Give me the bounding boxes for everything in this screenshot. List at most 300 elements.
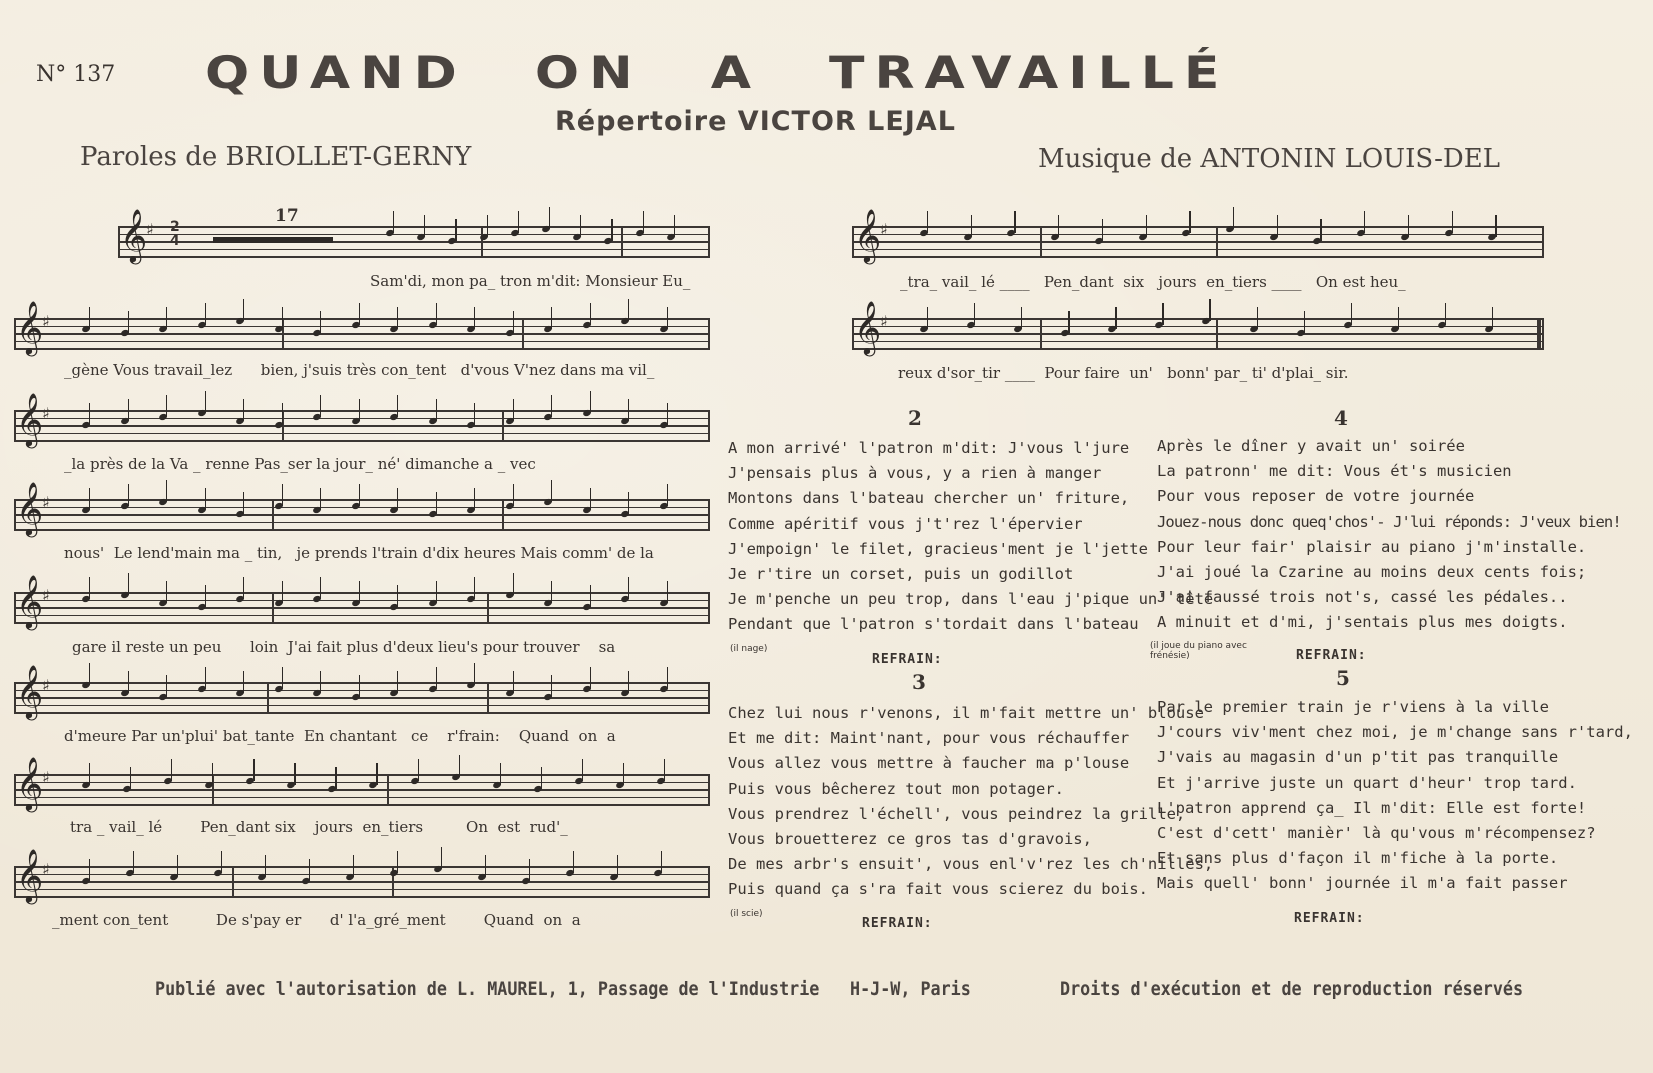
note-stem [359,675,360,697]
staff-line [14,889,710,891]
note-stem [667,667,668,689]
note-stem [590,488,591,510]
note-stem [243,399,244,421]
note-stem [436,667,437,689]
note-stem [927,211,928,233]
staff-line [14,874,710,876]
note-stem [243,577,244,599]
note-stem [320,671,321,693]
treble-clef-icon: 𝄞 [854,208,882,262]
note-stem [1408,215,1409,237]
note-stem [1398,307,1399,329]
verse-line: De mes arbr's ensuit', vous enl'v'rez les ch'nilles, [728,855,1214,874]
note-stem [282,667,283,689]
note-stem [628,399,629,421]
staff-line [852,249,1544,251]
note-stem [1189,211,1190,233]
staff [852,208,1544,262]
barline [487,682,489,713]
staff-line [852,318,1544,320]
note-stem [1068,311,1069,333]
note-stem [436,303,437,325]
lyric-line-3: _la près de la Va _ renne Pas_ser la jour_ né' dimanche a _ vec [64,455,536,473]
staff-line [852,348,1544,350]
note-stem [397,488,398,510]
note-stem [927,307,928,329]
note-stem [376,763,377,785]
printer-note: H-J-W, Paris [850,978,971,1000]
note-stem [441,847,442,869]
staff-line [14,622,710,624]
staff-line [14,697,710,699]
verse-line: Je m'penche un peu trop, dans l'eau j'pique un' tête [728,590,1214,609]
verse-3-aside: (il scie) [730,909,763,919]
sharp-icon: ♯ [42,404,50,423]
note-stem [971,215,972,237]
verse-line: Et me dit: Maint'nant, pour vous réchauffer [728,729,1130,748]
verse-line: Jouez-nous donc queq'chos'- J'lui réponds: J'veux bien! [1157,512,1621,531]
verse-line: Vous allez vous mettre à faucher ma p'louse [728,754,1130,773]
note-stem [397,671,398,693]
note-stem [89,307,90,329]
staff-line [14,514,710,516]
note-stem [171,759,172,781]
verse-4-refrain: REFRAIN: [1296,648,1367,663]
note-stem [205,391,206,413]
note-stem [580,215,581,237]
note-stem [282,307,283,329]
sharp-icon: ♯ [42,768,50,787]
note-stem [397,585,398,607]
verse-line: J'ai faussé trois not's, cassé les pédales.. [1157,588,1568,607]
treble-clef-icon: 𝄞 [16,756,44,810]
note-stem [623,763,624,785]
staff-line [14,600,710,602]
note-stem [1351,303,1352,325]
staff-line [14,318,710,320]
staff-line [14,418,710,420]
staff [852,300,1544,354]
verse-5-number: 5 [1336,666,1350,690]
staff-line [14,410,710,412]
staff-line [14,896,710,898]
repertoire-line: Répertoire VICTOR LEJAL [555,106,956,137]
note-stem [436,581,437,603]
verse-line: C'est d'cett' manièr' là qu'vous m'récompensez? [1157,824,1596,843]
sharp-icon: ♯ [42,860,50,879]
note-stem [393,211,394,233]
verse-3-refrain: REFRAIN: [862,916,933,931]
note-stem [974,303,975,325]
note-stem [205,667,206,689]
note-stem [1320,219,1321,241]
note-stem [590,585,591,607]
note-stem [551,581,552,603]
note-stem [294,763,295,785]
note-stem [1115,307,1116,329]
note-stem [1304,311,1305,333]
staff-line [14,440,710,442]
verse-line: Je r'tire un corset, puis un godillot [728,565,1074,584]
barline [708,866,710,897]
sharp-icon: ♯ [42,493,50,512]
lyric-line-8: _ment con_tent De s'pay er d' l'a_gré_ment Quand on a [52,911,581,929]
note-stem [320,311,321,333]
note-stem [513,671,514,693]
treble-clef-icon: 𝄞 [16,848,44,902]
note-stem [221,851,222,873]
barline [1216,226,1218,257]
barline [708,682,710,713]
verse-2-refrain: REFRAIN: [872,652,943,667]
note-stem [436,492,437,514]
note-stem [128,573,129,595]
song-title: QUAND ON A TRAVAILLÉ [205,48,1230,99]
verse-line: Pour leur fair' plaisir au piano j'm'installe. [1157,537,1587,556]
treble-clef-icon: 𝄞 [16,481,44,535]
note-stem [205,488,206,510]
treble-clef-icon: 𝄞 [16,392,44,446]
verse-line: J'vais au magasin d'un p'tit pas tranquille [1157,748,1559,767]
staff-line [14,341,710,343]
barline [487,592,489,623]
note-stem [590,391,591,413]
note-stem [590,667,591,689]
note-stem [667,581,668,603]
note-stem [212,763,213,785]
staff-line [14,615,710,617]
staff-line [14,499,710,501]
note-stem [243,492,244,514]
note-stem [128,671,129,693]
note-stem [397,395,398,417]
measure-number: 17 [275,206,299,226]
note-stem [628,492,629,514]
staff-line [852,234,1544,236]
final-barline [1537,318,1541,349]
note-stem [128,484,129,506]
note-stem [487,215,488,237]
note-stem [133,851,134,873]
note-stem [424,215,425,237]
song-number: N° 137 [36,62,116,87]
barline [1216,318,1218,349]
note-stem [1277,215,1278,237]
note-stem [89,859,90,881]
barline [387,774,389,805]
verse-line: Montons dans l'bateau chercher un' friture, [728,489,1130,508]
staff-line [14,782,710,784]
staff-line [14,690,710,692]
staff [14,481,710,535]
note-stem [128,311,129,333]
verse-5-refrain: REFRAIN: [1294,911,1365,926]
verse-line: Vous prendrez l'échell', vous peindrez la grille, [728,804,1186,823]
note-stem [166,395,167,417]
note-stem [513,573,514,595]
lyric-line-right-1: _tra_ vail_ lé ____ Pen_dant six jours en_tiers ____ On est heu_ [900,273,1406,291]
treble-clef-icon: 𝄞 [16,664,44,718]
verse-line: J'pensais plus à vous, y a rien à manger [728,464,1102,483]
note-stem [500,763,501,785]
barline [1040,318,1042,349]
note-stem [128,399,129,421]
verse-2 [728,436,1213,638]
staff-line [14,433,710,435]
treble-clef-icon: 𝄞 [16,574,44,628]
verse-line: J'empoign' le filet, gracieus'ment je l'jette [728,539,1148,558]
note-stem [1162,303,1163,325]
note-stem [1495,215,1496,237]
note-stem [166,675,167,697]
barline [267,682,269,713]
staff-line [14,682,710,684]
verse-4-aside: (il joue du piano avec frénésie) [1150,641,1247,661]
sharp-icon: ♯ [880,220,888,239]
verse-line: Chez lui nous r'venons, il m'fait mettre un' blouse [728,704,1204,722]
note-stem [436,399,437,421]
note-stem [89,577,90,599]
verse-line: Après le dîner y avait un' soirée [1157,437,1465,455]
note-stem [359,484,360,506]
lyric-line-5: gare il reste un peu loin J'ai fait plus d'deux lieu's pour trouver sa [72,638,616,656]
verse-line: A minuit et d'mi, j'sentais plus mes doigts. [1157,613,1568,632]
note-stem [1014,211,1015,233]
note-stem [459,755,460,777]
note-stem [474,663,475,685]
note-stem [485,855,486,877]
lyric-line-2: _gène Vous travail_lez bien, j'suis très con_tent d'vous V'nez dans ma vil_ [64,361,655,379]
note-stem [551,395,552,417]
sharp-icon: ♯ [146,220,154,239]
note-stem [474,488,475,510]
note-stem [1209,299,1210,321]
staff [14,848,710,902]
verse-3-number: 3 [912,670,926,694]
sharp-icon: ♯ [880,312,888,331]
lyric-line-6: d'meure Par un'plui' bat_tante En chantant ce r'frain: Quand on a [64,727,616,745]
verse-line: J'ai joué la Czarine au moins deux cents fois; [1157,563,1587,582]
staff-line [852,241,1544,243]
note-stem [1492,307,1493,329]
note-stem [1233,207,1234,229]
verse-line: Mais quell' bonn' journée il m'a fait passer [1157,874,1568,893]
staff-line [14,774,710,776]
note-stem [359,581,360,603]
note-stem [89,488,90,510]
barline [708,592,710,623]
verse-line: La patronn' me dit: Vous ét's musicien [1157,462,1512,481]
lyric-line-4: nous' Le lend'main ma _ tin, je prends l'train d'dix heures Mais comm' de la [64,544,654,562]
barline [502,499,504,530]
verse-line: Pendant que l'patron s'tordait dans l'bateau [728,615,1139,634]
note-stem [359,303,360,325]
note-stem [282,484,283,506]
note-stem [265,855,266,877]
note-stem [89,763,90,785]
note-stem [617,855,618,877]
note-stem [1452,211,1453,233]
barline [502,410,504,441]
note-stem [582,759,583,781]
lyricist-credit: Paroles de BRIOLLET-GERNY [80,142,472,172]
note-stem [166,307,167,329]
note-stem [513,399,514,421]
lyric-line-7: tra _ vail_ lé Pen_dant six jours en_tiers On est rud'_ [70,818,568,836]
note-stem [1364,211,1365,233]
barline [272,592,274,623]
verse-5 [1157,695,1633,897]
note-stem [667,403,668,425]
barline [621,226,623,257]
note-stem [166,480,167,502]
note-stem [590,303,591,325]
note-stem [359,399,360,421]
staff [14,574,710,628]
staff-line [14,789,710,791]
barline [1542,318,1544,349]
note-stem [551,675,552,697]
treble-clef-icon: 𝄞 [16,300,44,354]
verse-line: J'cours viv'ment chez moi, je m'change sans r'tard, [1157,723,1633,742]
note-stem [282,581,283,603]
staff-line [14,348,710,350]
publisher-note: Publié avec l'autorisation de L. MAUREL, 1, Passage de l'Industrie [155,978,820,1000]
verse-4 [1157,434,1621,636]
barline [1040,226,1042,257]
note-stem [628,671,629,693]
verse-3 [728,701,1213,903]
staff [14,756,710,810]
verse-line: A mon arrivé' l'patron m'dit: J'vous l'jure [728,439,1130,457]
note-stem [130,767,131,789]
note-stem [282,403,283,425]
note-stem [397,307,398,329]
rights-note: Droits d'exécution et de reproduction réservés [1060,978,1524,1000]
barline [708,318,710,349]
verse-line: L'patron apprend ça_ Il m'dit: Elle est forte! [1157,798,1587,817]
staff-line [14,425,710,427]
note-stem [1058,215,1059,237]
note-stem [474,307,475,329]
verse-line: Par le premier train je r'viens à la ville [1157,698,1549,716]
verse-2-aside: (il nage) [730,644,768,654]
verse-line: Pour vous reposer de votre journée [1157,487,1475,506]
note-stem [474,403,475,425]
note-stem [205,303,206,325]
note-stem [667,307,668,329]
staff-line [852,256,1544,258]
note-stem [1102,219,1103,241]
staff [14,300,710,354]
verse-2-number: 2 [908,406,922,430]
staff-line [14,804,710,806]
note-stem [89,403,90,425]
note-stem [643,211,644,233]
staff-line [14,866,710,868]
staff [14,392,710,446]
note-stem [1445,303,1446,325]
barline [708,499,710,530]
staff-line [14,507,710,509]
staff-line [14,592,710,594]
barline [272,499,274,530]
staff-line [14,712,710,714]
barline [481,226,483,257]
note-stem [513,311,514,333]
note-stem [335,767,336,789]
staff-line [14,797,710,799]
barline [1542,226,1544,257]
note-stem [320,488,321,510]
staff-line [14,333,710,335]
sharp-icon: ♯ [42,312,50,331]
barline [522,318,524,349]
barline [232,866,234,897]
staff [14,664,710,718]
lyric-line-1: Sam'di, mon pa_ tron m'dit: Monsieur Eu_ [370,272,691,290]
note-stem [551,480,552,502]
barline [708,410,710,441]
note-stem [397,851,398,873]
composer-credit: Musique de ANTONIN LOUIS-DEL [1038,144,1500,174]
barline [708,774,710,805]
staff-line [852,333,1544,335]
note-stem [674,215,675,237]
note-stem [611,219,612,241]
staff-line [852,341,1544,343]
note-stem [664,759,665,781]
note-stem [320,395,321,417]
verse-line: Et sans plus d'façon il m'fiche à la porte. [1157,849,1559,868]
note-stem [89,663,90,685]
note-stem [177,855,178,877]
note-stem [628,299,629,321]
note-stem [551,307,552,329]
staff-line [852,226,1544,228]
note-stem [243,299,244,321]
note-stem [1146,215,1147,237]
note-stem [353,855,354,877]
staff-line [14,326,710,328]
verse-line: Puis quand ça s'ra fait vous scierez du bois. [728,880,1148,899]
note-stem [513,484,514,506]
note-stem [661,851,662,873]
treble-clef-icon: 𝄞 [120,208,148,262]
multi-measure-rest [213,237,333,243]
note-stem [474,577,475,599]
note-stem [1257,307,1258,329]
note-stem [529,859,530,881]
staff-line [14,607,710,609]
note-stem [455,219,456,241]
staff-line [14,522,710,524]
lyric-line-right-2: reux d'sor_tir ____ Pour faire un' bonn' par_ ti' d'plai_ sir. [898,364,1349,382]
staff-line [14,881,710,883]
note-stem [166,581,167,603]
verse-line: Et j'arrive juste un quart d'heur' trop tard. [1157,773,1577,792]
time-signature: 2 4 [170,219,180,249]
verse-line: Comme apéritif vous j't'rez l'épervier [728,514,1083,533]
note-stem [667,484,668,506]
treble-clef-icon: 𝄞 [854,300,882,354]
barline [708,226,710,257]
note-stem [541,767,542,789]
note-stem [573,851,574,873]
staff-line [14,529,710,531]
sharp-icon: ♯ [42,586,50,605]
note-stem [628,577,629,599]
